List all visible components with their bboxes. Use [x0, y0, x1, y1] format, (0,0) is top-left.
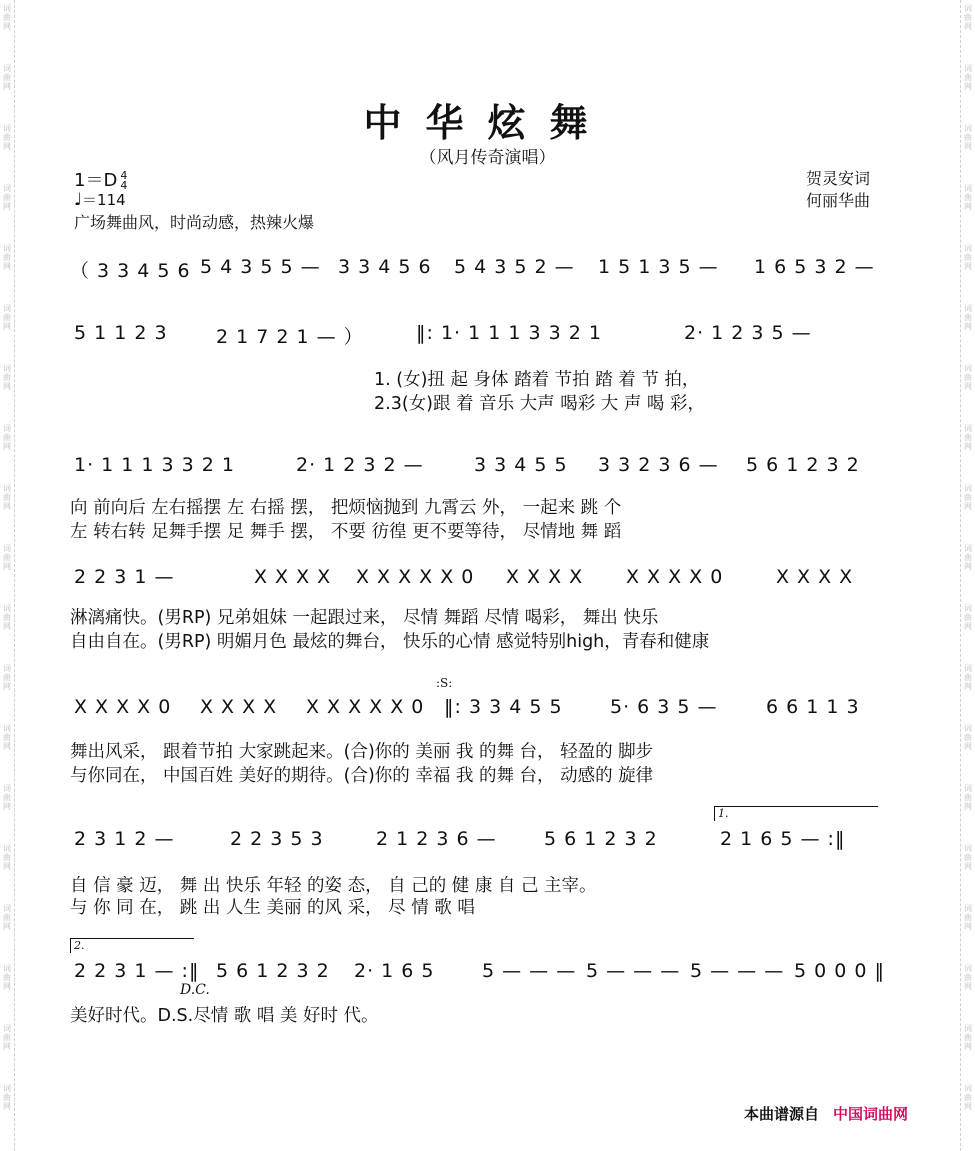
measure: 1 6 5 3 2 —: [754, 256, 875, 278]
measure: X X X X X 0: [306, 696, 425, 718]
notation-row-1: [70, 256, 900, 288]
lyric-row-4b: [70, 628, 900, 652]
measure: 2· 1 2 3 5 —: [684, 322, 812, 344]
measure: ‖: 1· 1 1 1 3 3 2 1: [416, 322, 602, 344]
watermark-text: 词 曲 网: [3, 424, 11, 451]
measure: 5 — — —: [690, 960, 785, 982]
source-footer: [744, 1103, 908, 1124]
measure: 5 6 1 2 3 2: [216, 960, 330, 982]
measure: 5 — — —: [482, 960, 577, 982]
lyric-line: 1. (女)扭 起 身体 踏着 节拍 踏 着 节 拍，: [374, 370, 700, 390]
lyric-line: 与 你 同 在， 跳 出 人生 美丽 的风 采， 尽 情 歌 唱: [70, 898, 475, 918]
measure: 2 2 3 5 3: [230, 828, 324, 850]
watermark-text: 词 曲 网: [964, 424, 972, 451]
lyric-line: 美好时代。D.S.尽情 歌 唱 美 好时 代。: [70, 1006, 379, 1026]
measure: 1 5 1 3 5 —: [598, 256, 719, 278]
measure: （ 3 3 4 5 6: [70, 260, 191, 282]
lyric-row-2a: [374, 366, 874, 390]
watermark-text: 词 曲 网: [3, 1084, 11, 1111]
measure: 5 0 0 0 ‖: [794, 960, 886, 982]
source-label: 本曲谱源自: [744, 1105, 820, 1123]
notation-row-2: [70, 322, 900, 354]
volta-2: 2.: [70, 938, 194, 953]
watermark-text: 词 曲 网: [964, 1084, 972, 1111]
lyric-line: 左 转右转 足舞手摆 足 舞手 摆， 不要 彷徨 更不要等待， 尽情地 舞 蹈: [70, 522, 622, 542]
notation-row-4: [70, 566, 900, 598]
lyric-row-4a: [70, 604, 900, 628]
left-watermark-strip: [0, 0, 15, 1151]
watermark-text: 词 曲 网: [3, 724, 11, 751]
lyricist-credit: 贺灵安词: [806, 169, 871, 188]
measure: 2· 1 2 3 2 —: [296, 454, 424, 476]
measure: X X X X 0: [74, 696, 172, 718]
watermark-text: 词 曲 网: [964, 664, 972, 691]
measure: X X X X: [254, 566, 332, 588]
lyric-row-5a: [70, 738, 900, 762]
segno-sign: :S:: [436, 676, 453, 690]
watermark-text: 词 曲 网: [964, 4, 972, 31]
meter-top: 4: [120, 169, 128, 182]
watermark-text: 词 曲 网: [3, 304, 11, 331]
watermark-text: 词 曲 网: [964, 484, 972, 511]
lyric-line: 自 信 豪 迈， 舞 出 快乐 年轻 的姿 态， 自 己的 健 康 自 己 主宰。: [70, 876, 597, 896]
watermark-text: 词 曲 网: [3, 4, 11, 31]
lyric-line: 舞出风采， 跟着节拍 大家跳起来。(合)你的 美丽 我 的舞 台， 轻盈的 脚步: [70, 742, 654, 762]
measure: X X X X: [200, 696, 278, 718]
notation-row-5: [70, 696, 900, 728]
measure: 5 4 3 5 5 —: [200, 256, 321, 278]
measure: 2 1 2 3 6 —: [376, 828, 497, 850]
measure: 3 3 4 5 5: [474, 454, 568, 476]
watermark-text: 词 曲 网: [3, 784, 11, 811]
quarter-note-icon: ♩: [74, 190, 83, 210]
lyric-row-5b: [70, 762, 900, 786]
style-description: 广场舞曲风，时尚动感，热辣火爆: [74, 213, 315, 232]
tempo-value: ＝114: [82, 191, 126, 209]
measure: X X X X X 0: [356, 566, 475, 588]
lyric-row-3a: [70, 494, 900, 518]
watermark-text: 词 曲 网: [3, 124, 11, 151]
site-link[interactable]: 中国词曲网: [833, 1105, 909, 1123]
watermark-text: 词 曲 网: [3, 904, 11, 931]
lyric-line: 与你同在， 中国百姓 美好的期待。(合)你的 幸福 我 的舞 台， 动感的 旋律: [70, 766, 654, 786]
notation-row-3: [70, 454, 900, 486]
lyric-row-2b: [374, 390, 874, 414]
measure: 2· 1 6 5: [354, 960, 435, 982]
lyric-line: 淋漓痛快。(男RP) 兄弟姐妹 一起跟过来， 尽情 舞蹈 尽情 喝彩， 舞出 快乐: [70, 608, 659, 628]
watermark-text: 词 曲 网: [3, 964, 11, 991]
measure: 2 3 1 2 —: [74, 828, 175, 850]
watermark-text: 词 曲 网: [3, 244, 11, 271]
time-signature: [120, 171, 127, 191]
meter-bottom: 4: [120, 179, 128, 192]
watermark-text: 词 曲 网: [964, 364, 972, 391]
measure: 5· 6 3 5 —: [610, 696, 718, 718]
measure: 3 3 2 3 6 —: [598, 454, 719, 476]
watermark-text: 词 曲 网: [3, 604, 11, 631]
measure: 6 6 1 1 3: [766, 696, 860, 718]
measure: 5 4 3 5 2 —: [454, 256, 575, 278]
watermark-text: 词 曲 网: [964, 64, 972, 91]
watermark-text: 词 曲 网: [3, 364, 11, 391]
lyric-line: 向 前向后 左右摇摆 左 右摇 摆， 把烦恼抛到 九霄云 外， 一起来 跳 个: [70, 498, 622, 518]
watermark-text: 词 曲 网: [964, 1024, 972, 1051]
watermark-text: 词 曲 网: [3, 484, 11, 511]
right-watermark-strip: [960, 0, 975, 1151]
watermark-text: 词 曲 网: [3, 1024, 11, 1051]
notation-row-6: [70, 828, 900, 860]
watermark-text: 词 曲 网: [964, 184, 972, 211]
watermark-text: 词 曲 网: [3, 184, 11, 211]
measure: 2 1 7 2 1 — ）: [216, 326, 364, 348]
watermark-text: 词 曲 网: [964, 724, 972, 751]
watermark-text: 词 曲 网: [3, 844, 11, 871]
watermark-text: 词 曲 网: [964, 904, 972, 931]
watermark-text: 词 曲 网: [964, 604, 972, 631]
measure: ‖: 3 3 4 5 5: [444, 696, 563, 718]
watermark-text: 词 曲 网: [964, 124, 972, 151]
measure: 2 2 3 1 — :‖: [74, 960, 200, 982]
measure: X X X X 0: [626, 566, 724, 588]
lyric-row-6b: [70, 894, 900, 918]
watermark-text: 词 曲 网: [964, 844, 972, 871]
measure: 1· 1 1 1 3 3 2 1: [74, 454, 236, 476]
measure: 3 3 4 5 6: [338, 256, 432, 278]
watermark-text: 词 曲 网: [964, 244, 972, 271]
lyric-row-6a: [70, 872, 900, 896]
tempo-marking: [74, 189, 126, 210]
measure: 5 6 1 2 3 2: [746, 454, 860, 476]
measure: X X X X: [506, 566, 584, 588]
key-label: 1＝D: [74, 170, 118, 191]
watermark-text: 词 曲 网: [3, 544, 11, 571]
watermark-text: 词 曲 网: [964, 544, 972, 571]
measure: 5 1 1 2 3: [74, 322, 168, 344]
measure: 5 — — —: [586, 960, 681, 982]
lyric-row-3b: [70, 518, 900, 542]
measure: 5 6 1 2 3 2: [544, 828, 658, 850]
watermark-text: 词 曲 网: [3, 664, 11, 691]
lyric-row-7: [70, 1002, 900, 1026]
watermark-text: 词 曲 网: [964, 964, 972, 991]
composer-credit: 何丽华曲: [806, 191, 871, 210]
watermark-text: 词 曲 网: [3, 64, 11, 91]
measure: X X X X: [776, 566, 854, 588]
lyric-line: 自由自在。(男RP) 明媚月色 最炫的舞台， 快乐的心情 感觉特别high，青春和健康: [70, 632, 710, 652]
song-subtitle: （风月传奇演唱）: [419, 148, 556, 168]
song-title: 中华炫舞: [363, 100, 612, 145]
watermark-text: 词 曲 网: [964, 784, 972, 811]
volta-1: 1.: [714, 806, 878, 821]
measure: 2 2 3 1 —: [74, 566, 175, 588]
dc-mark: D.C.: [180, 982, 210, 998]
lyric-line: 2.3(女)跟 着 音乐 大声 喝彩 大 声 喝 彩，: [374, 394, 705, 414]
watermark-text: 词 曲 网: [964, 304, 972, 331]
measure: 2 1 6 5 — :‖: [720, 828, 846, 850]
